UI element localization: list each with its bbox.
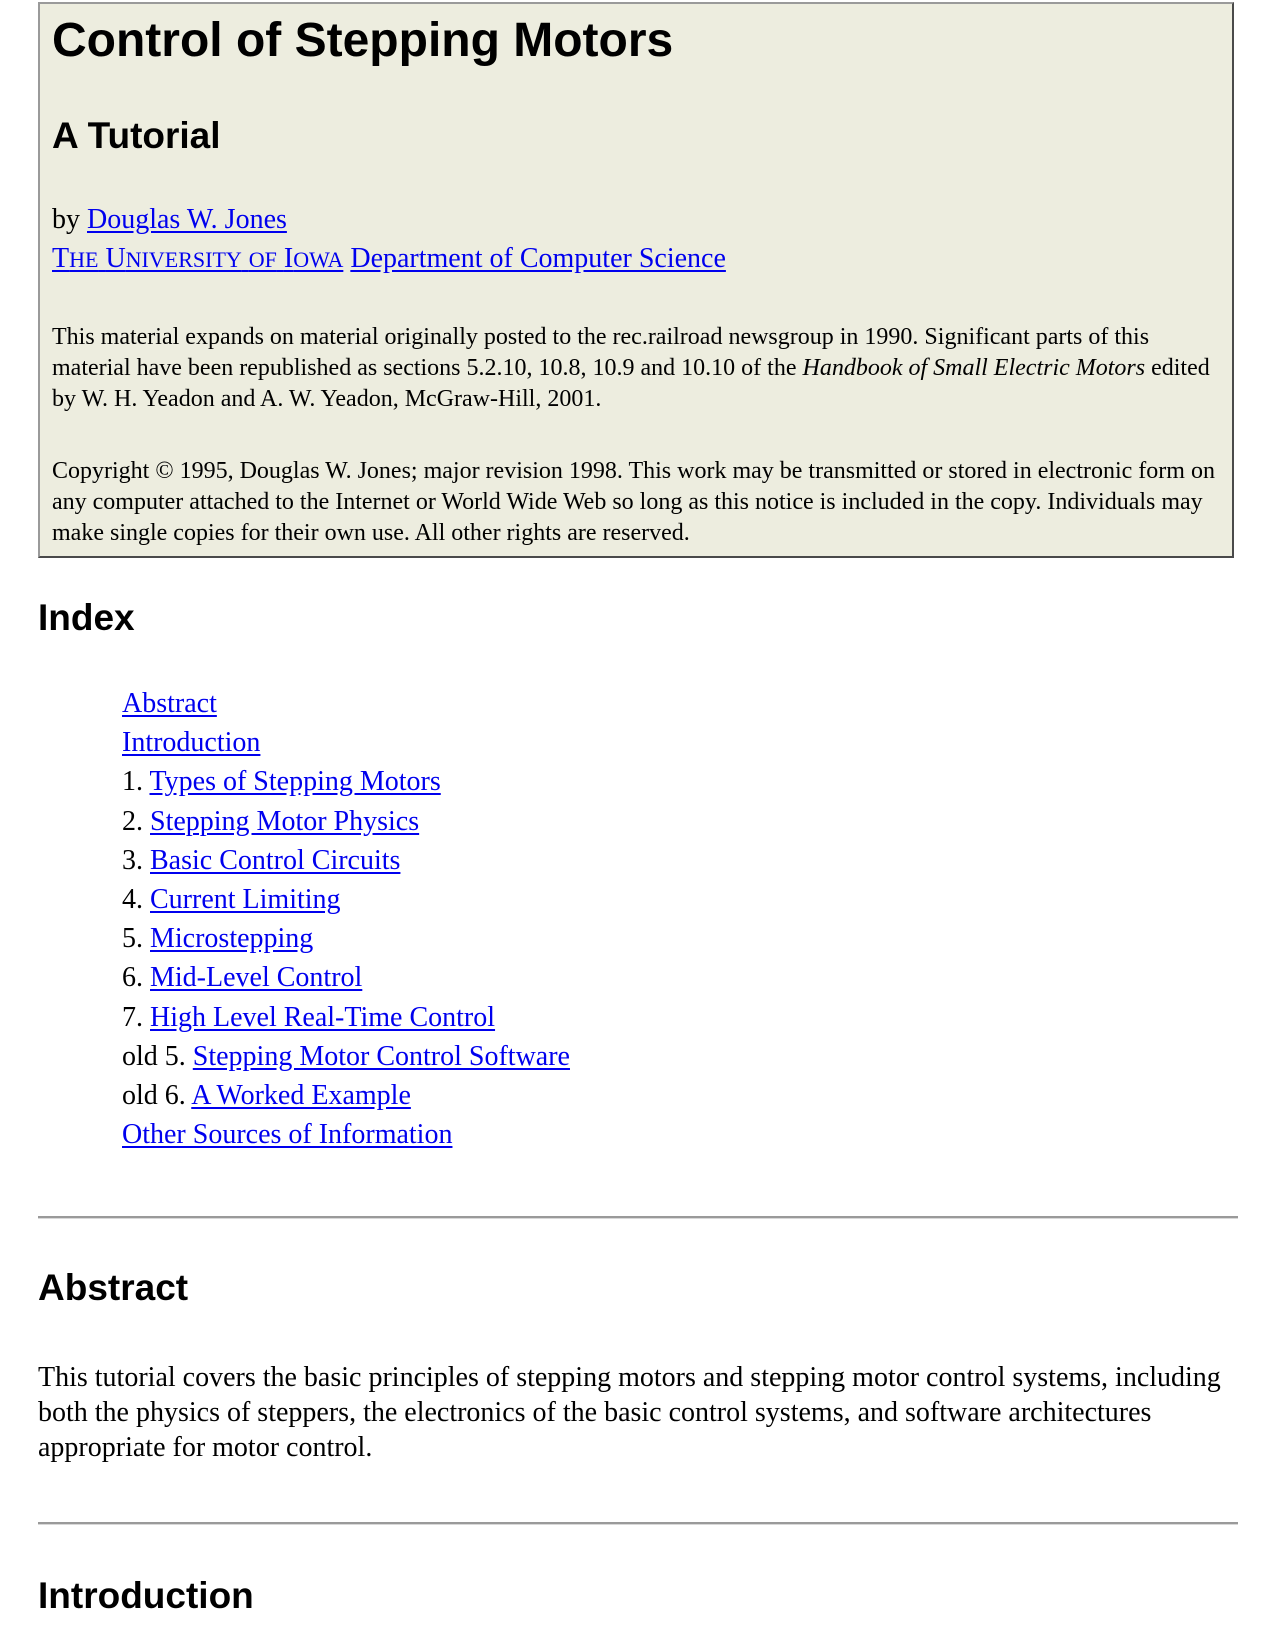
- index-number: old 5.: [122, 1040, 186, 1072]
- index-link-abstract[interactable]: Abstract: [122, 688, 217, 719]
- page-subtitle: A Tutorial: [52, 115, 221, 156]
- index-number: 7.: [122, 1001, 143, 1033]
- index-item: [122, 1076, 570, 1115]
- index-number: old 6.: [122, 1080, 186, 1112]
- index-link-current-limiting[interactable]: Current Limiting: [150, 884, 341, 916]
- index-item: [122, 958, 570, 997]
- university-link[interactable]: THE UNIVERSITY OF IOWA: [52, 243, 344, 274]
- abstract-heading: Abstract: [38, 1267, 189, 1308]
- index-item: [122, 723, 570, 762]
- index-number: 2.: [122, 805, 143, 837]
- index-list: [122, 684, 570, 1154]
- index-link-physics[interactable]: Stepping Motor Physics: [150, 805, 420, 837]
- index-item: [122, 684, 570, 723]
- by-label: by: [52, 204, 80, 235]
- index-link-types[interactable]: Types of Stepping Motors: [149, 766, 441, 798]
- index-item: [122, 762, 570, 801]
- index-link-introduction[interactable]: Introduction: [122, 727, 261, 759]
- book-title: Handbook of Small Electric Motors: [802, 355, 1146, 381]
- index-link-worked-example[interactable]: A Worked Example: [191, 1080, 411, 1112]
- author-block: [52, 200, 726, 279]
- page-title: Control of Stepping Motors: [52, 14, 674, 67]
- index-number: 6.: [122, 962, 143, 994]
- index-item: [122, 1037, 570, 1076]
- index-heading: Index: [38, 597, 135, 638]
- section-divider: [38, 1522, 1238, 1525]
- index-item: [122, 998, 570, 1037]
- index-item: [122, 1115, 570, 1154]
- index-item: [122, 841, 570, 880]
- index-item: [122, 919, 570, 958]
- origin-paragraph: This material expands on material originally posted to the rec.railroad newsgroup in 1990. Significant parts of this material have been republished as sections 5.2.10, 10.8, 10.9 and 10.10 of the Handbook of Small Electric Motors edited by W. H. Yeadon and A. W. Yeadon, McGraw-Hill, 2001.: [52, 324, 1210, 412]
- index-link-high-level[interactable]: High Level Real-Time Control: [150, 1001, 496, 1033]
- section-divider: [38, 1216, 1238, 1219]
- department-link[interactable]: Department of Computer Science: [350, 243, 726, 274]
- index-link-software[interactable]: Stepping Motor Control Software: [192, 1040, 570, 1072]
- index-link-circuits[interactable]: Basic Control Circuits: [150, 844, 401, 876]
- copyright-notice: Copyright © 1995, Douglas W. Jones; major revision 1998. This work may be transmitted or stored in electronic form on any computer attached to the Internet or World Wide Web so long as this notice is included in the copy. Individuals may make single copies for their own use. All other rights are reserved.: [52, 458, 1215, 546]
- index-number: 3.: [122, 844, 143, 876]
- index-link-other-sources[interactable]: Other Sources of Information: [122, 1119, 453, 1151]
- author-link[interactable]: Douglas W. Jones: [87, 204, 287, 235]
- index-number: 5.: [122, 923, 143, 955]
- abstract-text: This tutorial covers the basic principles of stepping motors and stepping motor control systems, including both the physics of steppers, the electronics of the basic control systems, and software architectures appropriate for motor control.: [38, 1362, 1221, 1463]
- index-item: [122, 880, 570, 919]
- title-box: [38, 2, 1234, 558]
- introduction-heading: Introduction: [38, 1575, 254, 1616]
- index-link-mid-level[interactable]: Mid-Level Control: [150, 962, 363, 994]
- index-item: [122, 802, 570, 841]
- index-number: 4.: [122, 884, 143, 916]
- index-number: 1.: [122, 766, 143, 798]
- index-link-microstepping[interactable]: Microstepping: [150, 923, 314, 955]
